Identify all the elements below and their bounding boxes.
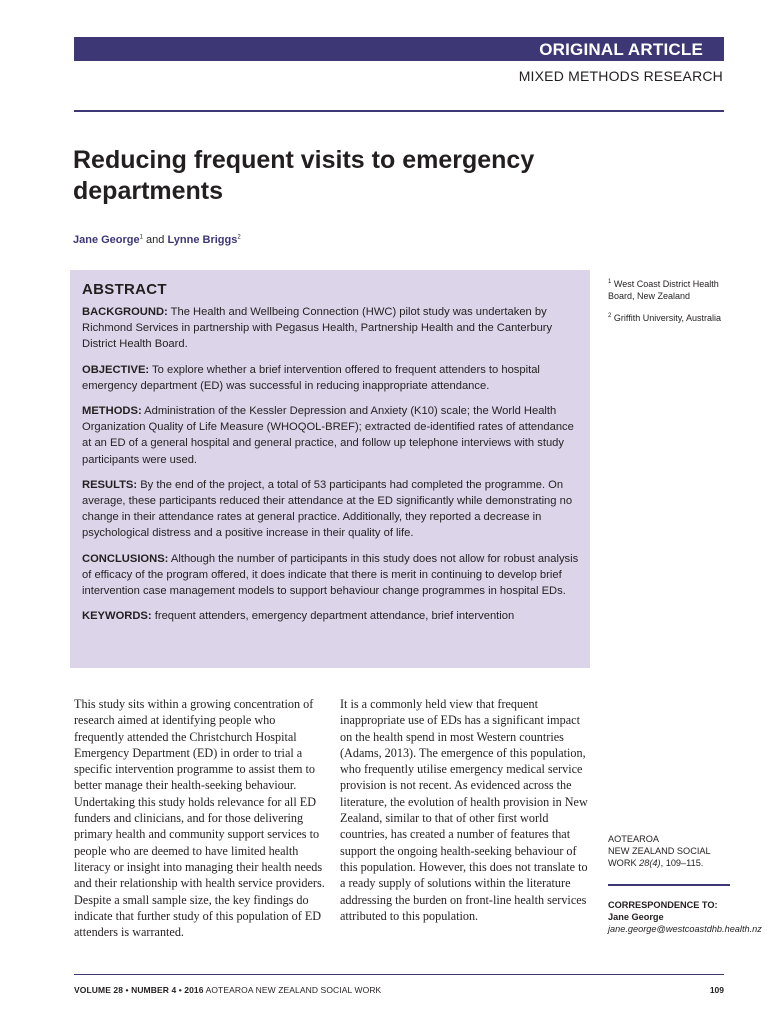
journal-line xyxy=(608,857,733,869)
correspondence-name: Jane George xyxy=(608,912,664,922)
affiliations xyxy=(608,276,733,332)
footer-citation xyxy=(74,985,381,995)
header-divider xyxy=(74,110,724,112)
journal-line: NEW ZEALAND SOCIAL xyxy=(608,846,711,856)
abstract-section-label: CONCLUSIONS: xyxy=(82,552,169,565)
sidebar-divider xyxy=(608,884,730,886)
journal-work-label: WORK xyxy=(608,858,637,868)
body-column-2: It is a commonly held view that frequent inappropriate use of EDs has a significant impact on the health spend in most Western countries (Adams, 2013). The emergence of this population, who frequently utilise emergency medical service provision is not recent. As evidenced across the literature, the evolution of health provision in New Zealand, similar to that of other first world countries, has created a number of features that support the ongoing health-seeking behaviour of this population. However, this does not translate to a ready supply of solutions within the literature addressing the burden on front-line health services attributed to this population. xyxy=(340,697,588,923)
author-name: Jane George xyxy=(73,234,140,246)
abstract-section-label: KEYWORDS: xyxy=(82,610,152,623)
abstract-section-text: The Health and Wellbeing Connection (HWC) pilot study was undertaken by Richmond Services in partnership with Pegasus Health, Partnership Health and the Canterbury District Health Board. xyxy=(82,306,553,351)
abstract-results xyxy=(82,477,582,542)
affiliation-item xyxy=(608,276,733,302)
section-label: ORIGINAL ARTICLE xyxy=(539,40,703,59)
journal-volume: 28(4) xyxy=(639,858,661,868)
footer-journal: AOTEAROA NEW ZEALAND SOCIAL WORK xyxy=(205,985,382,995)
footer-divider xyxy=(74,974,724,975)
abstract-background xyxy=(82,304,582,353)
journal-pages: , 109–115. xyxy=(660,858,704,868)
abstract-section-text: frequent attenders, emergency department attendance, brief intervention xyxy=(154,610,515,623)
correspondence-email[interactable]: jane.george@westcoastdhb.health.nz xyxy=(608,924,762,934)
article-title: Reducing frequent visits to emergency departments xyxy=(73,146,535,205)
journal-reference xyxy=(608,833,733,869)
abstract-section-text: Although the number of participants in this study does not allow for robust analysis of efficacy of the program offered, it does indicate that there is merit in continuing to develop brief intervention case management models to support behaviour change programmes in hospital EDs. xyxy=(82,552,579,598)
subsection-label: MIXED METHODS RESEARCH xyxy=(518,68,723,84)
abstract-methods xyxy=(82,403,582,468)
abstract-section-label: BACKGROUND: xyxy=(82,306,168,318)
affiliation-text: Griffith University, Australia xyxy=(613,313,722,323)
affiliation-mark: 2 xyxy=(608,313,612,319)
abstract-box xyxy=(70,270,590,668)
abstract-section-text: By the end of the project, a total of 53 participants had completed the programme. On average, these participants reduced their attendance at the ED significantly while demonstrating no change in their attendance rates at general practice. Additionally, they reported a decrease in psychological distress and a positive increase in their quality of life. xyxy=(82,478,573,540)
affiliation-text: West Coast District Health Board, New Zealand xyxy=(608,279,719,301)
section-banner xyxy=(74,37,724,61)
abstract-section-label: RESULTS: xyxy=(82,478,138,491)
abstract-section-label: OBJECTIVE: xyxy=(82,363,150,376)
abstract-section-text: To explore whether a brief intervention offered to frequent attenders to hospital emergency department (ED) was successful in reducing inappropriate attendance. xyxy=(82,363,540,392)
author-conjunction: and xyxy=(146,234,165,246)
footer-volume: VOLUME 28 • NUMBER 4 • 2016 xyxy=(74,985,204,995)
correspondence xyxy=(608,899,762,935)
author-name: Lynne Briggs xyxy=(167,234,238,246)
abstract-section-label: METHODS: xyxy=(82,405,142,418)
affiliation-item xyxy=(608,310,733,324)
affiliation-mark: 1 xyxy=(139,234,143,241)
abstract-objective xyxy=(82,362,582,394)
page-number: 109 xyxy=(709,985,724,995)
abstract-section-text: Administration of the Kessler Depression and Anxiety (K10) scale; the World Health Organization Quality of Life Measure (WHOQOL-BREF); extracted de-identified rates of attendance at an ED of a general hospital and general practice, and follow up telephone interviews with study participants were used. xyxy=(82,405,574,466)
affiliation-mark: 2 xyxy=(237,234,241,241)
abstract-heading: ABSTRACT xyxy=(82,281,167,298)
abstract-conclusions xyxy=(82,551,582,600)
abstract-keywords xyxy=(82,608,582,624)
author-line xyxy=(73,234,241,246)
correspondence-heading: CORRESPONDENCE TO: xyxy=(608,900,718,910)
affiliation-mark: 1 xyxy=(608,279,612,285)
body-column-1: This study sits within a growing concentration of research aimed at identifying people who frequently attended the Christchurch Hospital Emergency Department (ED) in order to trial a specific intervention programme to assist them to better manage their health-seeking behaviour. Undertaking this study holds relevance for all ED funders and clinicians, and for those delivering primary health and community support services to people who are deemed to have limited health literacy or insight into managing their health needs and their relationship with health service providers. Despite a small sample size, the key findings do indicate that further study of this population of ED attenders is warranted. xyxy=(74,697,325,940)
journal-line: AOTEAROA xyxy=(608,834,660,844)
